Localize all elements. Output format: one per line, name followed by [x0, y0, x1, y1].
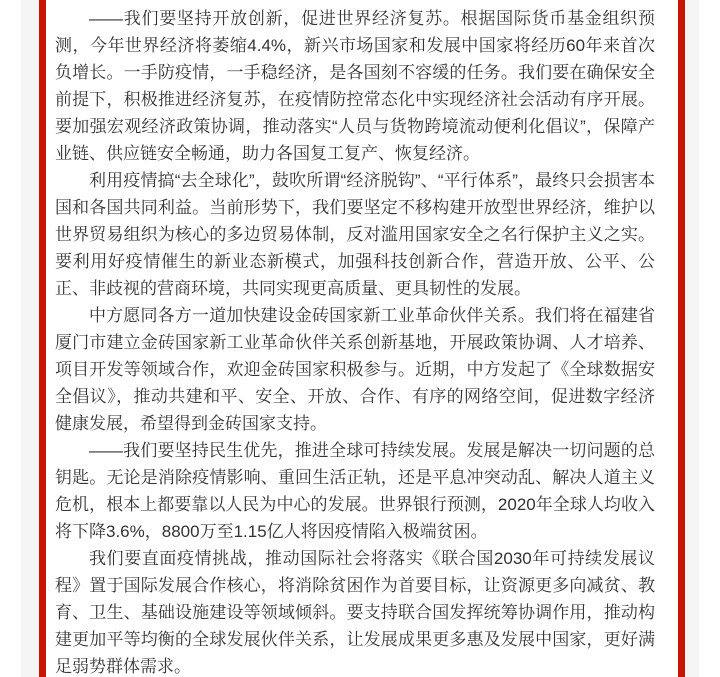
right-red-border	[678, 0, 685, 677]
article-paragraph: 中方愿同各方一道加快建设金砖国家新工业革命伙伴关系。我们将在福建省厦门市建立金砖国家新工业革命伙伴关系创新基地，开展政策协调、人才培养、项目开发等领域合作，欢迎金砖国家积极参与。近期，中方发起了《全球数据安全倡议》，推动共建和平、安全、开放、合作、有序的网络空间，促进数字经济健康发展，希望得到金砖国家支持。	[55, 306, 655, 433]
article-paragraph: ——我们要坚持开放创新，促进世界经济复苏。根据国际货币基金组织预测，今年世界经济将萎缩4.4%，新兴市场国家和发展中国家将经历60年来首次负增长。一手防疫情，一手稳经济，是各国刻不容缓的任务。我们要在确保安全前提下，积极推进经济复苏，在疫情防控常态化中实现经济社会活动有序开展。要加强宏观经济政策协调，推动落实“人员与货物跨境流动便利化倡议”，保障产业链、供应链安全畅通，助力各国复工复产、恢复经济。	[55, 9, 655, 163]
article-paragraph: 利用疫情搞“去全球化”，鼓吹所谓“经济脱钩”、“平行体系”，最终只会损害本国和各国共同利益。当前形势下，我们要坚定不移构建开放型世界经济，维护以世界贸易组织为核心的多边贸易体制，反对滥用国家安全之名行保护主义之实。要利用好疫情催生的新业态新模式，加强科技创新合作，营造开放、公平、公正、非歧视的营商环境，共同实现更高质量、更具韧性的发展。	[55, 171, 655, 298]
article-paragraph: 我们要直面疫情挑战，推动国际社会将落实《联合国2030年可持续发展议程》置于国际发展合作核心，将消除贫困作为首要目标，让资源更多向减贫、教育、卫生、基础设施建设等领域倾斜。要支持联合国发挥统筹协调作用，推动构建更加平等均衡的全球发展伙伴关系，让发展成果更多惠及发展中国家，更好满足弱势群体需求。	[55, 549, 655, 676]
article-body	[46, 0, 678, 677]
right-gray-gutter	[685, 0, 699, 677]
article-paragraph: ——我们要坚持民生优先，推进全球可持续发展。发展是解决一切问题的总钥匙。无论是消除疫情影响、重回生活正轨，还是平息冲突动乱、解决人道主义危机，根本上都要靠以人民为中心的发展。世界银行预测，2020年全球人均收入将下降3.6%，8800万至1.15亿人将因疫情陷入极端贫困。	[55, 441, 655, 541]
left-red-border	[39, 0, 46, 677]
left-gray-gutter	[21, 0, 39, 677]
